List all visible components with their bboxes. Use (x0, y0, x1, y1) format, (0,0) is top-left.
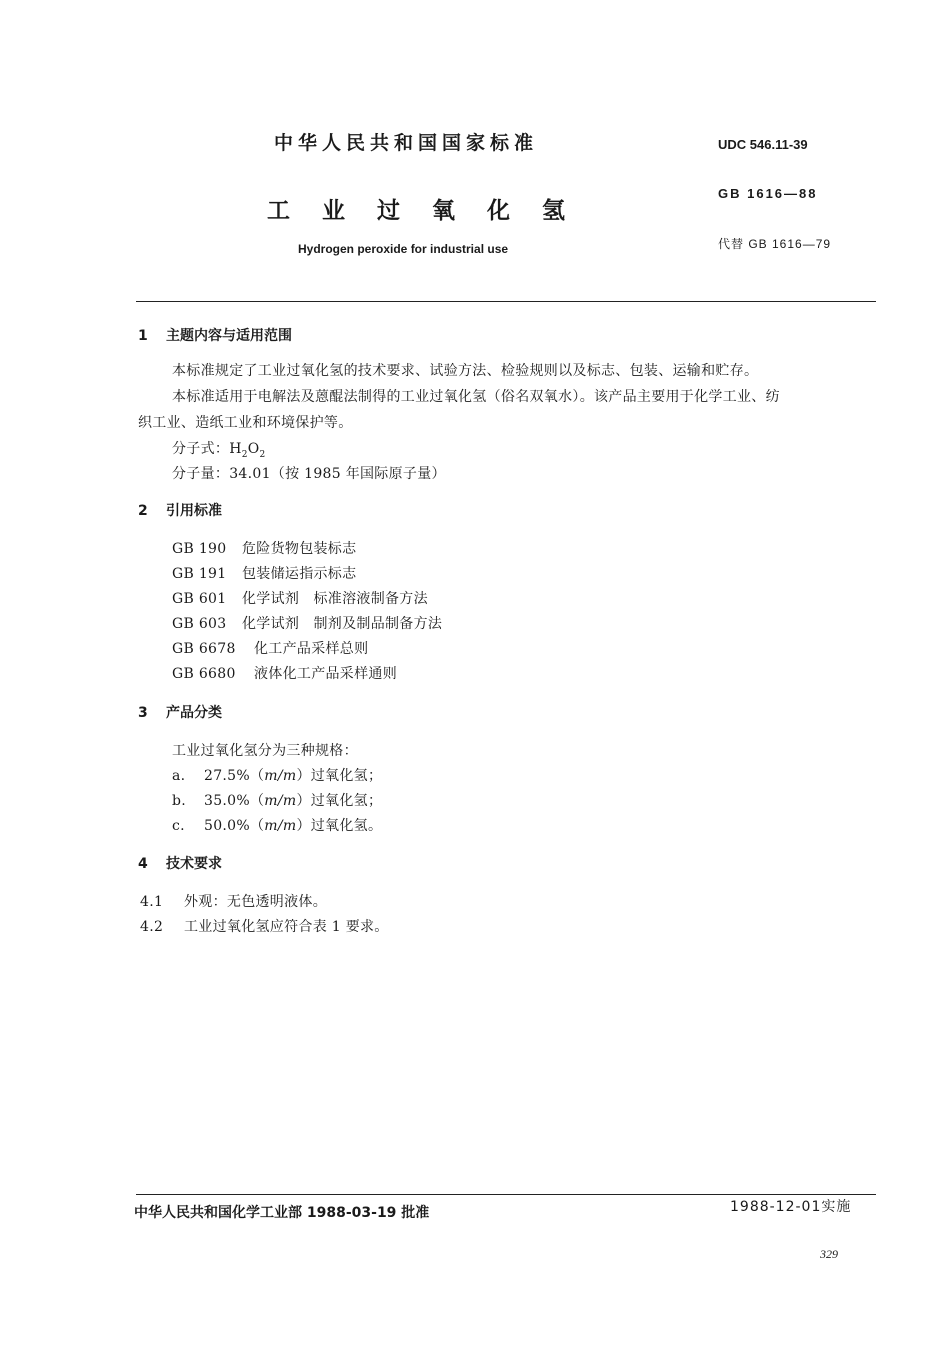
reference-name: 化学试剂 标准溶液制备方法 (242, 591, 428, 607)
header-divider (136, 301, 876, 302)
section-title: 产品分类 (166, 705, 222, 721)
reference-item (172, 588, 428, 608)
reference-name: 包装储运指示标志 (242, 566, 357, 582)
reference-code: GB 191 (172, 566, 227, 582)
approval-line: 中华人民共和国化学工业部 1988-03-19 批准 (134, 1205, 430, 1221)
replaces-standard: 代替 GB 1616—79 (718, 237, 832, 251)
grade-name: ）过氧化氢； (296, 768, 383, 784)
section-title: 引用标准 (166, 503, 222, 519)
section-1-heading (138, 325, 292, 345)
footer-divider (136, 1194, 876, 1195)
section-3-heading (138, 702, 222, 722)
reference-name: 化工产品采样总则 (254, 641, 369, 657)
section-2-heading (138, 500, 222, 520)
reference-item (172, 638, 368, 658)
grade-unit: m/m (264, 818, 297, 834)
reference-name: 化学试剂 制剂及制品制备方法 (242, 616, 443, 632)
grade-label: c. (172, 818, 185, 834)
standard-title: 中华人民共和国国家标准 (274, 132, 539, 154)
reference-code: GB 6678 (172, 641, 236, 657)
section-title: 主题内容与适用范围 (166, 328, 292, 344)
section-number: 4 (138, 856, 148, 872)
reference-name: 危险货物包装标志 (242, 541, 357, 557)
section-4-heading (138, 853, 222, 873)
grade-concentration: 50.0%（ (204, 818, 265, 834)
formula-h: H (229, 441, 242, 457)
formula-o: O (247, 441, 260, 457)
grade-name: ）过氧化氢； (296, 793, 383, 809)
applicability-paragraph-line-2: 织工业、造纸工业和环境保护等。 (138, 415, 353, 431)
reference-code: GB 603 (172, 616, 227, 632)
reference-item (172, 663, 397, 683)
requirement-number: 4.1 (140, 894, 164, 910)
section-number: 1 (138, 328, 148, 344)
grade-item (172, 815, 382, 835)
applicability-paragraph-line-1: 本标准适用于电解法及蒽醌法制得的工业过氧化氢（俗名双氧水）。该产品主要用于化学工业、纺 (172, 389, 780, 405)
effective-date: 1988-12-01实施 (730, 1199, 852, 1215)
requirement-item (140, 891, 327, 911)
section-number: 3 (138, 705, 148, 721)
document-title: 工业过氧化氢 (267, 198, 597, 224)
scope-paragraph: 本标准规定了工业过氧化氢的技术要求、试验方法、检验规则以及标志、包装、运输和贮存。 (172, 363, 759, 379)
reference-code: GB 190 (172, 541, 227, 557)
molecular-mass: 分子量：34.01（按 1985 年国际原子量） (172, 466, 446, 482)
udc-number: UDC 546.11-39 (718, 137, 808, 152)
requirement-item (140, 916, 389, 936)
grade-name: ）过氧化氢。 (296, 818, 383, 834)
reference-name: 液体化工产品采样通则 (254, 666, 397, 682)
formula-sub-h: 2 (241, 449, 248, 460)
formula-sub-o: 2 (259, 449, 266, 460)
grade-unit: m/m (264, 768, 297, 784)
reference-item (172, 563, 356, 583)
reference-code: GB 601 (172, 591, 227, 607)
grade-item (172, 765, 382, 785)
grade-label: a. (172, 768, 186, 784)
requirement-text: 工业过氧化氢应符合表 1 要求。 (184, 919, 389, 935)
page-number: 329 (820, 1247, 838, 1261)
reference-code: GB 6680 (172, 666, 236, 682)
grade-item (172, 790, 382, 810)
requirement-text: 外观：无色透明液体。 (184, 894, 327, 910)
reference-item (172, 613, 442, 633)
section-title: 技术要求 (166, 856, 222, 872)
reference-item (172, 538, 356, 558)
formula-label: 分子式： (172, 441, 230, 457)
grade-concentration: 35.0%（ (204, 793, 265, 809)
requirement-number: 4.2 (140, 919, 164, 935)
gb-number: GB 1616—88 (718, 186, 818, 201)
grade-label: b. (172, 793, 187, 809)
section-number: 2 (138, 503, 148, 519)
classification-intro: 工业过氧化氢分为三种规格： (172, 743, 358, 759)
english-title: Hydrogen peroxide for industrial use (298, 242, 509, 256)
molecular-formula (172, 438, 266, 460)
grade-concentration: 27.5%（ (204, 768, 265, 784)
grade-unit: m/m (264, 793, 297, 809)
